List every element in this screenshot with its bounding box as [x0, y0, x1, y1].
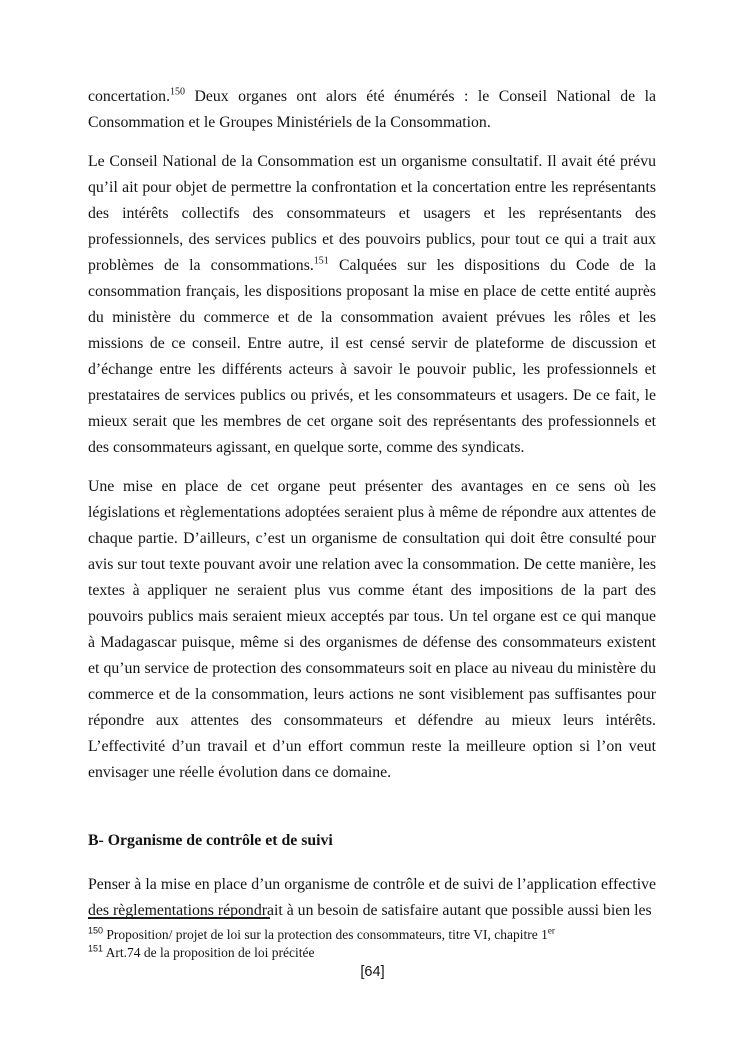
footnote-150 [88, 926, 656, 944]
paragraph-text: Calquées sur les dispositions du Code de la consommation français, les dispositions proposant la mise en place de cette entité auprès du ministère du commerce et de la consommation avaient prévues les rôles et les missions de ce conseil. Entre autre, il est censé servir de plateforme de discussion et d’échange entre les différents acteurs à savoir le pouvoir public, les professionnels et prestataires de services publics ou privés, et les consommateurs et usagers. De ce fait, le mieux serait que les membres de cet organe soit des représentants des professionnels et des consommateurs agissant, en quelque sorte, comme des syndicats. [88, 257, 656, 456]
footnote-text: Art.74 de la proposition de loi précitée [103, 945, 315, 960]
footnote-separator-rule [88, 917, 270, 919]
paragraph-concertation [88, 84, 656, 136]
footnote-151 [88, 944, 656, 962]
footnote-area [88, 917, 656, 962]
paragraph-text: concertation. [88, 88, 171, 105]
footnote-number: 150 [88, 925, 104, 936]
footnote-ref-150: 150 [170, 86, 186, 98]
footnote-text: Proposition/ projet de loi sur la protection des consommateurs, titre VI, chapitre 1 [103, 927, 548, 942]
paragraph-text: Deux organes ont alors été énumérés : le Conseil National de la Consommation et le Groupes Ministériels de la Consommation. [88, 88, 656, 131]
footnote-ordinal-suffix: er [547, 925, 555, 936]
footnote-ref-151: 151 [313, 255, 329, 267]
footnote-number: 151 [88, 943, 104, 954]
paragraph-text: Le Conseil National de la Consommation est un organisme consultatif. Il avait été prévu qu’il ait pour objet de permettre la confrontation et la concertation entre les représentants des intérêts collectifs des consommateurs et usagers et les représentants des professionnels, des services publics et des pouvoirs publics, pour tout ce qui a trait aux problèmes de la consommations. [88, 153, 656, 274]
paragraph-penser: Penser à la mise en place d’un organisme de contrôle et de suivi de l’application effective des règlementations répondrait à un besoin de satisfaire autant que possible aussi bien les [88, 876, 656, 919]
section-heading: B- Organisme de contrôle et de suivi [88, 832, 333, 849]
paragraph-conseil-national [88, 149, 656, 461]
page-number: [64] [360, 964, 385, 980]
paragraph-mise-en-place: Une mise en place de cet organe peut présenter des avantages en ce sens où les législations et règlementations adoptées seraient plus à même de répondre aux attentes de chaque partie. D’ailleurs, c’est un organisme de consultation qui doit être consulté pour avis sur tout texte pouvant avoir une relation avec la consommation. De cette manière, les textes à appliquer ne seraient plus vus comme étant des impositions de la part des pouvoirs publics mais seraient mieux acceptés par tous. Un tel organe est ce qui manque à Madagascar puisque, même si des organismes de défense des consommateurs existent et qu’un service de protection des consommateurs soit en place au niveau du ministère du commerce et de la consommation, leurs actions ne sont visiblement pas suffisantes pour répondre aux attentes des consommateurs et défendre au mieux leurs intérêts. L’effectivité d’un travail et d’un effort commun reste la meilleure option si l’on veut envisager une réelle évolution dans ce domaine. [88, 478, 656, 781]
page-body [88, 84, 656, 937]
